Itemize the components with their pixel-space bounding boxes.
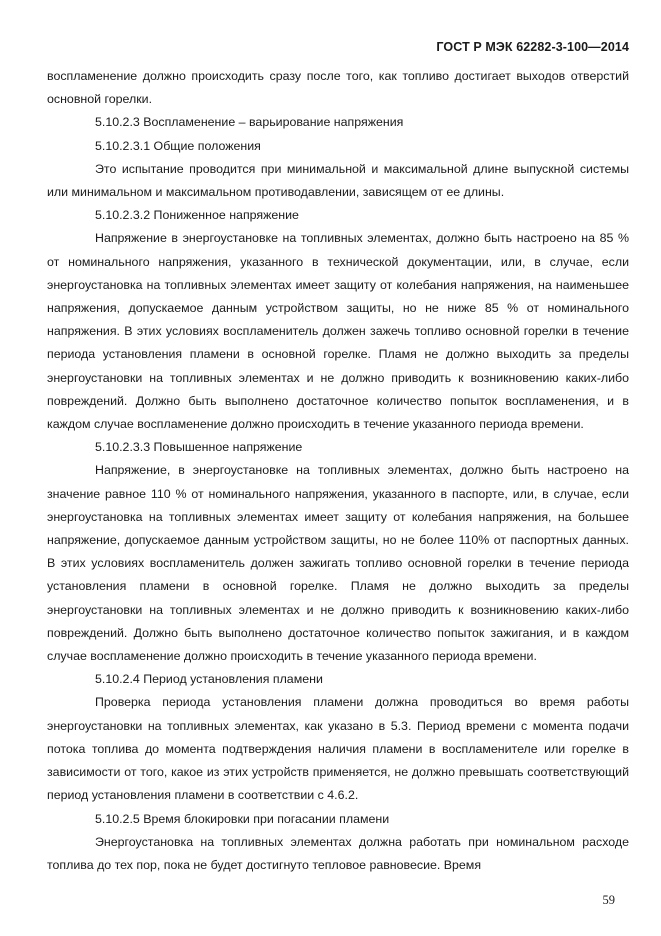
clause-heading-5-10-2-4: 5.10.2.4 Период установления пламени [95,672,323,687]
paragraph-reduced-voltage: Напряжение в энергоустановке на топливных элементах, должно быть настроено на 85 % от номинального напряжения, указанного в технической документации, или, в случае, если энергоустановка на топливных элементах имеет защиту от колебания напряжения, на наименьшее напряжения, допускаемое данным устройством защиты, но не ниже 85 % от номинального напряжения. В этих условиях воспламенитель должен зажечь топливо основной горелки в течение периода установления пламени в основной горелке. Пламя не должно выходить за пределы энергоустановки на топливных элементах и не должно приводить к возникновению каких-либо повреждений. Должно быть выполнено достаточное количество попыток воспламенения, и в каждом случае воспламенение должно происходить в течение указанного периода времени. [47,231,629,432]
clause-heading-5-10-2-3-2: 5.10.2.3.2 Пониженное напряжение [95,208,299,223]
paragraph-test-conditions: Это испытание проводится при минимальной и максимальной длине выпускной системы или минимальном и максимальном противодавлении, зависящем от ее длины. [47,161,629,200]
paragraph-flame-establishment: Проверка периода установления пламени должна проводиться во время работы энергоустановки на топливных элементах, как указано в 5.3. Период времени с момента подачи потока топлива до момента подтверждения наличия пламени в воспламенителе или горелке в зависимости от того, какое из этих устройств применяется, не должно превышать соответствующий период установления пламени в соответствии с 4.6.2. [47,695,629,803]
clause-heading-5-10-2-3-3: 5.10.2.3.3 Повышенное напряжение [95,440,303,455]
clause-heading-5-10-2-3-1: 5.10.2.3.1 Общие положения [95,138,261,153]
body-text [47,65,629,877]
clause-heading-5-10-2-3: 5.10.2.3 Воспламенение – варьирование напряжения [95,115,404,130]
clause-heading-5-10-2-5: 5.10.2.5 Время блокировки при погасании пламени [95,811,390,826]
document-code-header: ГОСТ Р МЭК 62282-3-100—2014 [436,40,629,54]
paragraph-continuation: воспламенение должно происходить сразу после того, как топливо достигает выходов отверстий основной горелки. [47,69,629,107]
page-number: 59 [602,893,615,907]
paragraph-increased-voltage: Напряжение, в энергоустановке на топливных элементах, должно быть настроено на значение равное 110 % от номинального напряжения, указанного в паспорте, или, в случае, если энергоустановка на топливных элементах имеет защиту от колебания напряжения, на большее напряжение, допускаемое данным устройством защиты, но не более 110% от паспортных данных. В этих условиях воспламенитель должен зажигать топливо основной горелки в течение периода установления пламени в основной горелке. Пламя не должно выходить за пределы энергоустановки на топливных элементах и не должно приводить к возникновению каких-либо повреждений. Должно быть выполнено достаточное количество попыток зажигания, и в каждом случае воспламенение должно происходить в течение указанного периода времени. [47,463,629,664]
paragraph-flame-failure-lockout: Энергоустановка на топливных элементах должна работать при номинальном расходе топлива до тех пор, пока не будет достигнуто тепловое равновесие. Время [47,834,629,872]
